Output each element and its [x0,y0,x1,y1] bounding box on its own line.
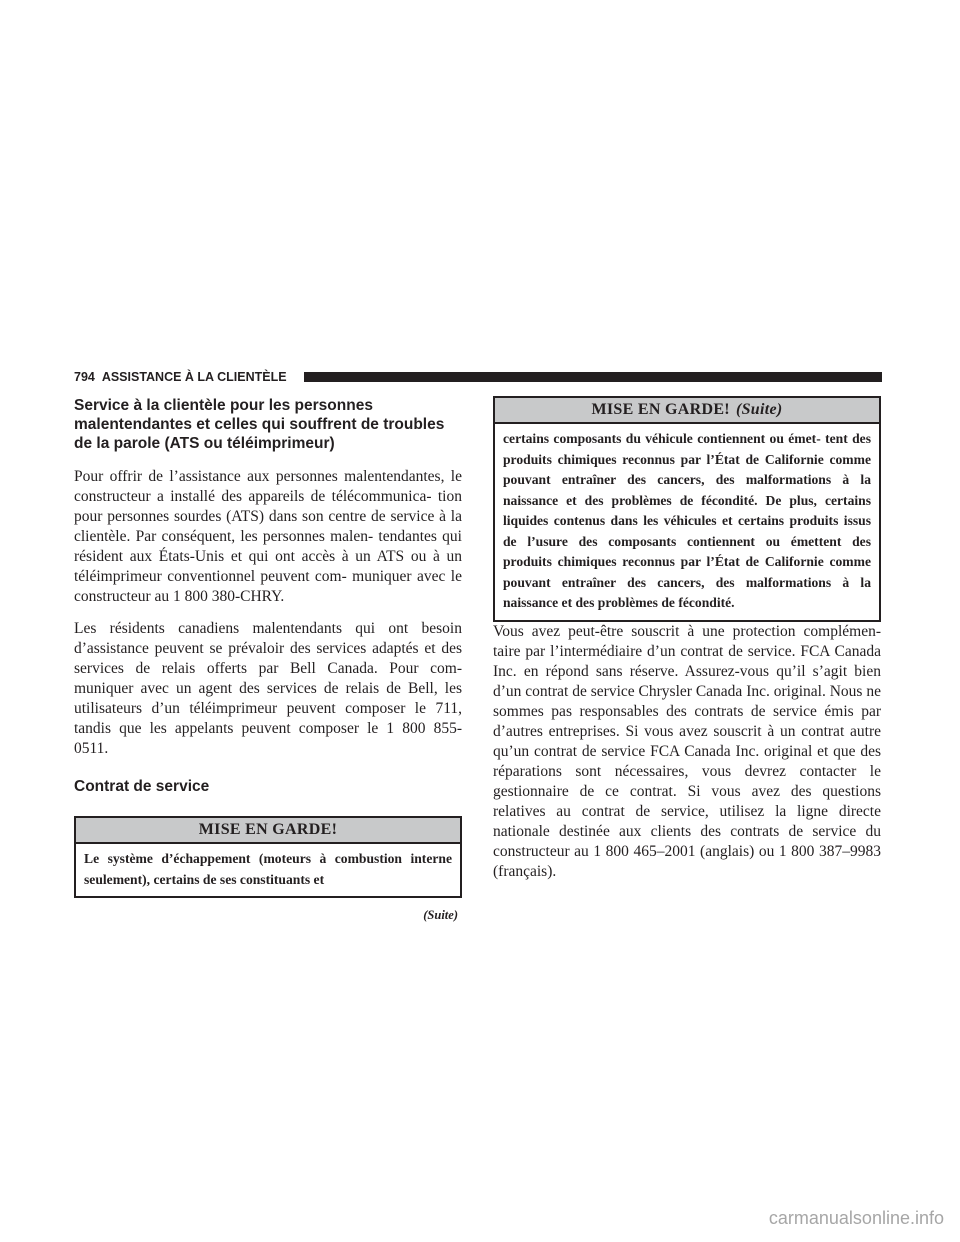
warning-title-text: MISE EN GARDE! [591,401,730,418]
service-contract-paragraph: Vous avez peut-être souscrit à une protection complémen- taire par l’intermédiaire d’un contrat de service. FCA Canada Inc. en répond sans réserve. Assurez-vous qu’il s’agit bien d’un contrat de service Chrysler Canada Inc. original. Nous ne sommes pas responsables des contrats de service émis par d’autres entreprises. Si vous avez souscrit à un contrat autre qu’un contrat de service FCA Canada Inc. original et que des réparations sont nécessaires, vous devrez contacter le gestionnaire de ce contrat. Si vous avez des questions relatives au contrat de service, utilisez la ligne directe nationale destinée aux clients des contrats de service du constructeur au 1 800 465–2001 (anglais) ou 1 800 387–9983 (français). [493,622,881,880]
tty-paragraph-1: Pour offrir de l’assistance aux personnes malentendantes, le constructeur a installé des appareils de télécommunica- tion pour personnes sourdes (ATS) dans son centre de service à la clientèle. Par conséquent, les personnes malen- tendantes qui résident aux États-Unis et qui ont accès à un ATS ou à un téléimprimeur conventionnel peuvent com- muniquer avec le constructeur au 1 800 380-CHRY. [74,468,462,605]
warning-text: Le système d’échappement (moteurs à combustion interne seulement), certains de ses constituants et [84,851,452,887]
section-title: ASSISTANCE À LA CLIENTÈLE [101,370,287,384]
warning-box-continued [493,396,881,622]
warning-text-continued: certains composants du véhicule contiennent ou émet- tent des produits chimiques reconnus par l’État de Californie comme pouvant entraîner des cancers, des malformations à la naissance et des problèmes de fécondité. De plus, certains liquides contenus dans les véhicules et certains produits issus de l’usure des composants contiennent ou émettent des produits chimiques reconnus par l’État de Californie comme pouvant entraîner des cancers, des malformations à la naissance et des problèmes de fécondité. [503,431,871,610]
tty-heading: Service à la clientèle pour les personnes malentendantes et celles qui souffrent de troubles de la parole (ATS ou téléimprimeur) [74,397,445,452]
continued-label: (Suite) [423,908,458,922]
warning-title-text: MISE EN GARDE! [198,821,338,838]
header-rule [304,372,882,382]
page-header [74,369,882,385]
service-contract-heading: Contrat de service [74,778,210,795]
page-header-text [74,369,294,385]
tty-paragraph-2: Les résidents canadiens malentendants qui ont besoin d’assistance peuvent se prévaloir des services adaptés et des services de relais offerts par Bell Canada. Pour com- muniquer avec un agent des services de relais de Bell, les utilisateurs d’un téléimprimeur peuvent composer le 711, tandis que les appelants peuvent composer le 1 800 855- 0511. [74,620,462,757]
left-column [74,396,462,923]
warning-title [76,818,460,844]
warning-box [74,816,462,898]
watermark: carmanualsonline.info [768,1208,944,1228]
right-column [493,396,881,894]
page-number: 794 [74,370,95,384]
warning-title-continued [495,398,879,424]
warning-title-suffix: (Suite) [735,401,783,418]
